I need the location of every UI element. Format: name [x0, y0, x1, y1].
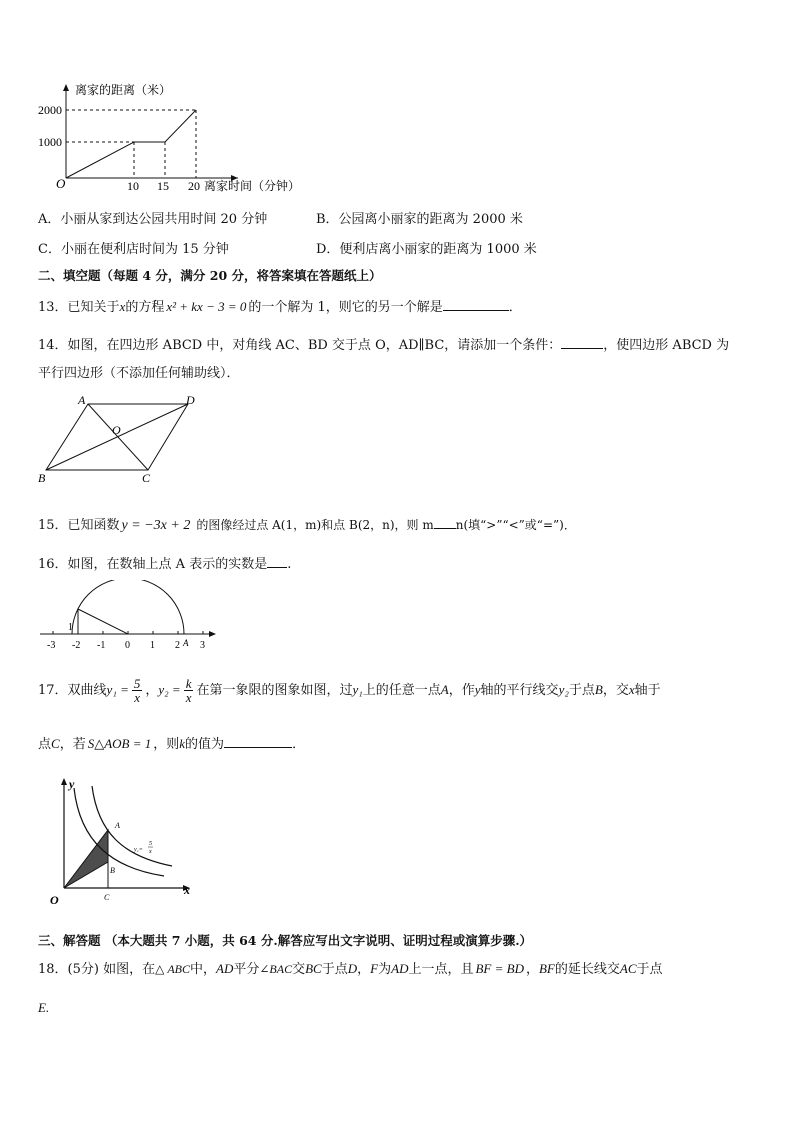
distance-time-graph [38, 80, 338, 198]
graph1-ylabel: 离家的距离（米） [75, 83, 172, 97]
label-B: B [38, 471, 46, 485]
graph1-xlabel: 离家时间（分钟） [204, 179, 301, 193]
section3-heading: 三、解答题 （本大题共 7 小题，共 64 分.解答应写出文字说明、证明过程或演算步骤.） [38, 933, 533, 948]
fig-curve-label: y₁= [134, 847, 143, 853]
unit-label: 1 [68, 622, 73, 633]
answer-blank[interactable] [443, 296, 509, 311]
tick-neg1: -1 [97, 640, 106, 651]
question-14-line1: 14．如图，在四边形 ABCD 中，对角线 AC、BD 交于点 O，AD∥BC，请添加一个条件： ，使四边形 ABCD 为 [38, 334, 729, 353]
fig-A-label: A [115, 821, 120, 830]
answer-blank[interactable] [434, 514, 456, 529]
point-A-label: A [183, 638, 189, 648]
parallelogram-figure [36, 392, 206, 488]
option-c: C．小丽在便利店时间为 15 分钟 [38, 242, 229, 257]
tick-2: 2 [175, 640, 180, 651]
number-line-figure [36, 580, 226, 652]
option-a: A．小丽从家到达公园共用时间 20 分钟 [38, 212, 268, 227]
question-15: 15．已知函数 y = −3x + 2 的图像经过点 A(1，m)和点 B(2，n)，则 m n(填“>”“<”或“=”)． [38, 514, 576, 534]
fig-curve-den: x [149, 849, 152, 855]
graph1-origin: O [56, 176, 66, 191]
fig-O-label: O [50, 893, 59, 907]
graph1-xtick-15: 15 [157, 179, 169, 193]
option-d: D．便利店离小丽家的距离为 1000 米 [316, 242, 537, 257]
tick-1: 1 [150, 640, 155, 651]
tick-3: 3 [200, 640, 205, 651]
answer-blank[interactable] [224, 733, 292, 748]
section2-heading: 二、填空题（每题 4 分，满分 20 分，将答案填在答题纸上） [38, 268, 382, 283]
label-A: A [78, 393, 86, 407]
answer-blank[interactable] [561, 334, 603, 349]
question-14-line2: 平行四边形（不添加任何辅助线）． [38, 366, 240, 381]
fig-y-label: y [69, 777, 75, 791]
question-18-line2: E. [38, 1000, 50, 1015]
tick-0: 0 [125, 640, 130, 651]
question-13: 13．已知关于x的方程 x² + kx − 3 = 0 的一个解为 1，则它的另一个解是 ． [38, 296, 522, 315]
answer-blank[interactable] [267, 553, 287, 568]
fig-B-label: B [110, 866, 115, 875]
graph1-xtick-10: 10 [127, 179, 139, 193]
tick-neg3: -3 [47, 640, 56, 651]
graph1-ytick-2000: 2000 [38, 103, 62, 117]
question-17-line1: 17．双曲线y₁ = $\frac{5}{x}$ ，y₂ = $\frac{k}{x}$ 在第一象限的图象如图，过y₁上的任意一点A，作y轴的平行线交y₂于点B，交x轴于 [38, 676, 661, 705]
hyperbola-figure [42, 772, 202, 912]
question-16: 16．如图，在数轴上点 A 表示的实数是 . [38, 553, 291, 572]
graph1-ytick-1000: 1000 [38, 135, 62, 149]
label-O: O [112, 423, 121, 437]
fig-x-label: x [184, 883, 190, 897]
label-C: C [142, 471, 151, 485]
fig-C-label: C [104, 893, 110, 902]
option-b: B．公园离小丽家的距离为 2000 米 [316, 212, 523, 227]
tick-neg2: -2 [72, 640, 81, 651]
label-D: D [186, 393, 195, 407]
question-17-line2: 点C，若 S△AOB = 1 ，则k的值为 ． [38, 733, 305, 752]
fig-curve-num: 5 [149, 841, 152, 847]
graph1-xtick-20: 20 [188, 179, 200, 193]
question-18-line1: 18．(5分) 如图，在△ ABC中，AD平分∠BAC交BC于点D，F为AD上一点，且 BF = BD ，BF的延长线交AC于点 [38, 961, 663, 977]
